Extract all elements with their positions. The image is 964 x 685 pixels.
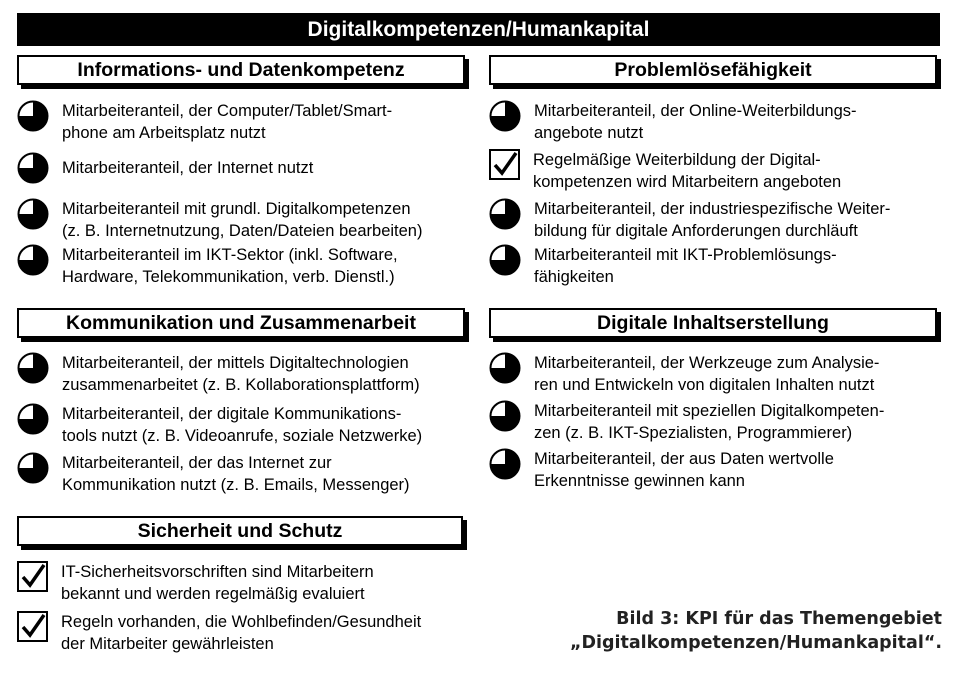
list-item <box>489 400 884 444</box>
item-text: Mitarbeiteranteil, der Internet nutzt <box>62 159 314 177</box>
pie-three-quarter-icon <box>17 100 49 132</box>
list-item <box>17 198 422 242</box>
pie-three-quarter-icon <box>489 198 521 230</box>
item-text: Mitarbeiteranteil, der mittels Digitaltechnologien zusammenarbeitet (z. B. Kollaborationsplattform) <box>62 354 420 394</box>
list-item <box>489 448 834 492</box>
list-item <box>17 352 420 396</box>
figure-caption <box>570 607 942 655</box>
section-heading-informations-datenkompetenz: Informations- und Datenkompetenz <box>17 55 465 85</box>
list-item <box>489 149 841 193</box>
item-text: Mitarbeiteranteil, der industriespezifische Weiter- bildung für digitale Anforderungen durchläuft <box>534 200 891 240</box>
item-text: IT-Sicherheitsvorschriften sind Mitarbeitern bekannt und werden regelmäßig evaluiert <box>61 563 374 603</box>
pie-three-quarter-icon <box>17 244 49 276</box>
list-item <box>17 403 422 447</box>
item-text: Mitarbeiteranteil, der Werkzeuge zum Analysie- ren und Entwickeln von digitalen Inhalten nutzt <box>534 354 880 394</box>
list-item <box>17 244 398 288</box>
pie-three-quarter-icon <box>489 244 521 276</box>
pie-three-quarter-icon <box>489 100 521 132</box>
list-item <box>17 611 421 655</box>
checkbox-checked-icon <box>17 611 48 642</box>
pie-three-quarter-icon <box>17 452 49 484</box>
section-heading-problemloesefaehigkeit: Problemlösefähigkeit <box>489 55 937 85</box>
section-heading-kommunikation-zusammenarbeit: Kommunikation und Zusammenarbeit <box>17 308 465 338</box>
pie-three-quarter-icon <box>17 198 49 230</box>
item-text: Mitarbeiteranteil, der Computer/Tablet/Smart- phone am Arbeitsplatz nutzt <box>62 102 393 142</box>
item-text: Mitarbeiteranteil mit grundl. Digitalkompetenzen (z. B. Internetnutzung, Daten/Dateien bearbeiten) <box>62 200 423 240</box>
pie-three-quarter-icon <box>489 448 521 480</box>
pie-three-quarter-icon <box>489 352 521 384</box>
item-text: Mitarbeiteranteil mit IKT-Problemlösungs- fähigkeiten <box>534 246 837 286</box>
list-item <box>17 452 410 496</box>
pie-three-quarter-icon <box>17 352 49 384</box>
list-item <box>17 100 392 144</box>
caption-line-1: Bild 3: KPI für das Themengebiet <box>616 609 942 629</box>
list-item <box>489 198 890 242</box>
item-text: Regeln vorhanden, die Wohlbefinden/Gesundheit der Mitarbeiter gewährleisten <box>61 613 422 653</box>
pie-three-quarter-icon <box>17 152 49 184</box>
item-text: Mitarbeiteranteil, der aus Daten wertvolle Erkenntnisse gewinnen kann <box>534 450 834 490</box>
checkbox-checked-icon <box>17 561 48 592</box>
section-heading-digitale-inhaltserstellung: Digitale Inhaltserstellung <box>489 308 937 338</box>
item-text: Mitarbeiteranteil, der Online-Weiterbildungs- angebote nutzt <box>534 102 857 142</box>
list-item <box>489 352 879 396</box>
caption-line-2: „Digitalkompetenzen/Humankapital“. <box>569 633 942 653</box>
item-text: Regelmäßige Weiterbildung der Digital- kompetenzen wird Mitarbeitern angeboten <box>533 151 842 191</box>
checkbox-checked-icon <box>489 149 520 180</box>
list-item <box>489 100 857 144</box>
list-item <box>17 561 374 605</box>
item-text: Mitarbeiteranteil, der digitale Kommunikations- tools nutzt (z. B. Videoanrufe, soziale Netzwerke) <box>62 405 423 445</box>
list-item <box>17 152 313 184</box>
section-heading-sicherheit-schutz: Sicherheit und Schutz <box>17 516 463 546</box>
page-title: Digitalkompetenzen/Humankapital <box>17 13 940 46</box>
item-text: Mitarbeiteranteil mit speziellen Digitalkompeten- zen (z. B. IKT-Spezialisten, Programmierer) <box>534 402 885 442</box>
list-item <box>489 244 837 288</box>
pie-three-quarter-icon <box>17 403 49 435</box>
pie-three-quarter-icon <box>489 400 521 432</box>
item-text: Mitarbeiteranteil, der das Internet zur Kommunikation nutzt (z. B. Emails, Messenger) <box>62 454 410 494</box>
item-text: Mitarbeiteranteil im IKT-Sektor (inkl. Software, Hardware, Telekommunikation, verb. Dienstl.) <box>62 246 398 286</box>
